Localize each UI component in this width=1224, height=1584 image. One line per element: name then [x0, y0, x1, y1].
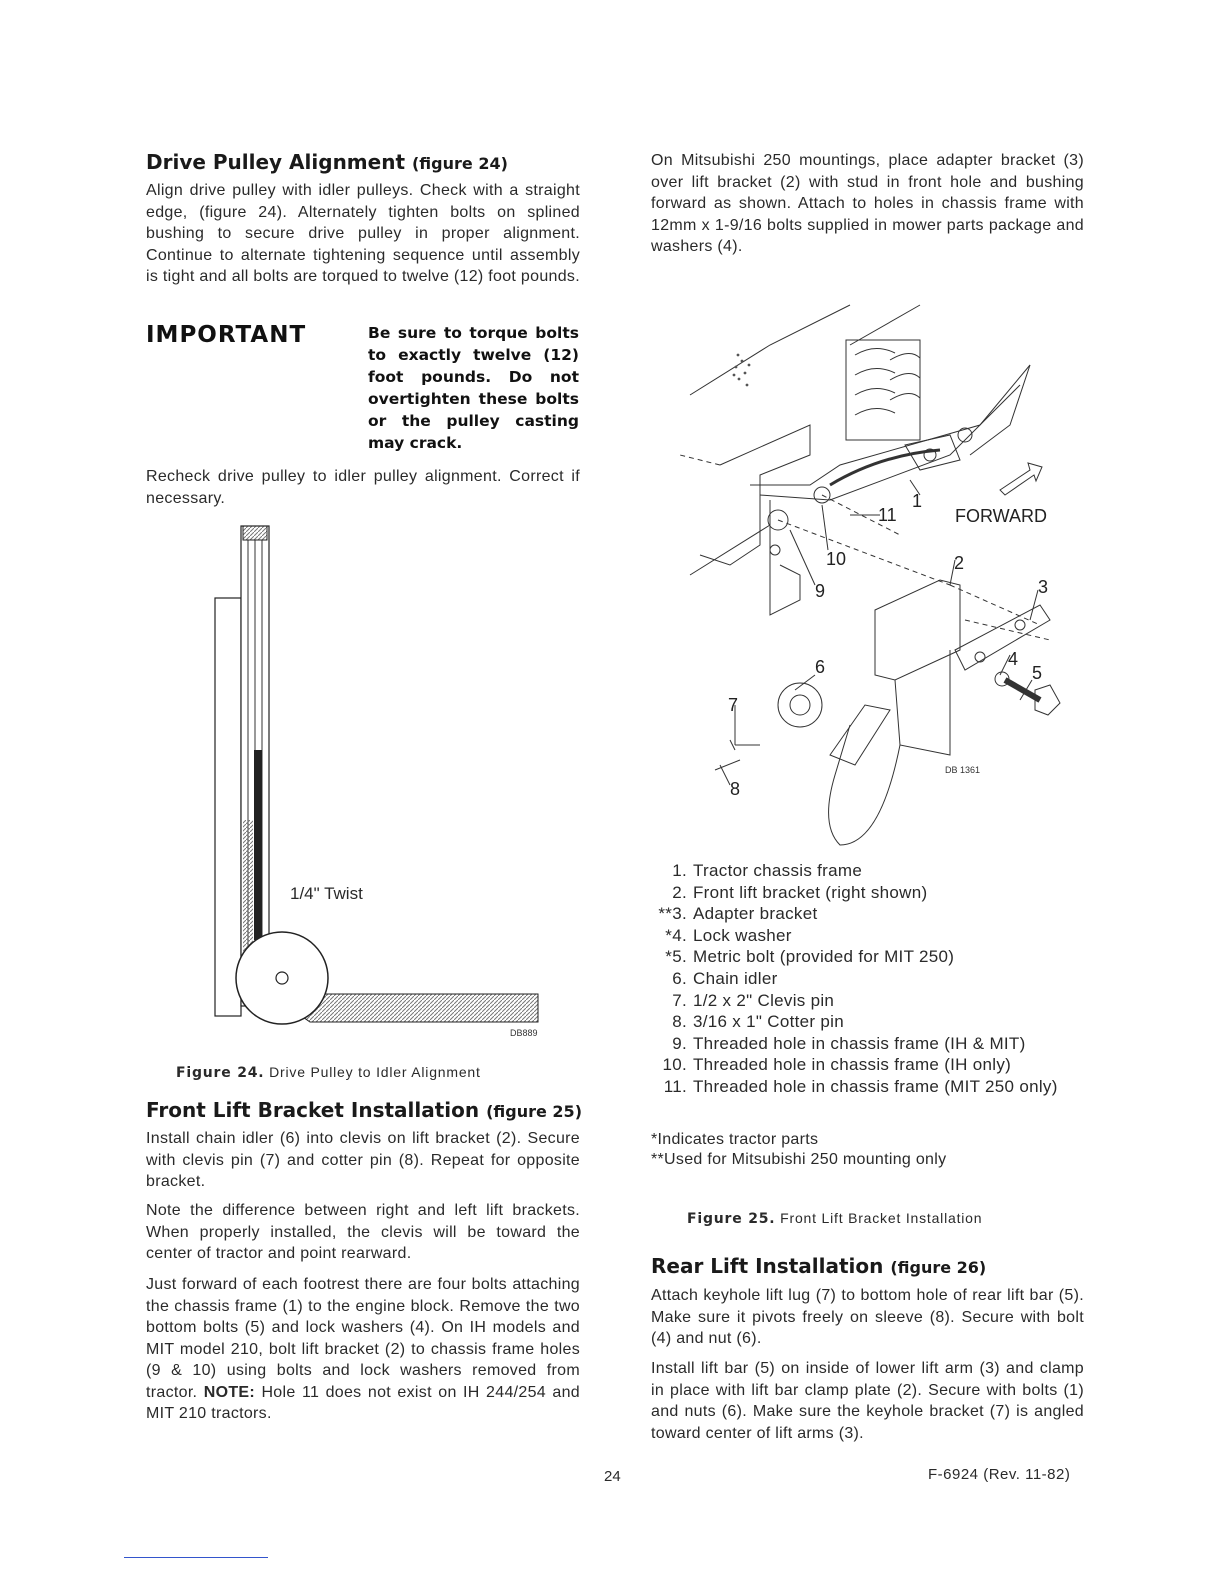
- callout-11: 11: [878, 505, 897, 525]
- figure-24-diagram: [210, 520, 550, 1050]
- important-text: Be sure to torque bolts to exactly twelve (12) foot pounds. Do not overtighten these bolts or the pulley casting may crack.: [368, 324, 579, 452]
- figure-25-code: DB 1361: [945, 765, 981, 775]
- list-item: **3. Adapter bracket: [658, 904, 818, 924]
- forward-arrow-icon: [1000, 463, 1042, 495]
- list-item: 1. Tractor chassis frame: [672, 861, 863, 880]
- chain-idler: [778, 683, 822, 727]
- parts-note-2: **Used for Mitsubishi 250 mounting only: [651, 1151, 947, 1168]
- list-item: 8. 3/16 x 1" Cotter pin: [672, 1012, 844, 1032]
- list-item: *4. Lock washer: [665, 925, 792, 945]
- front-lift-note-text: Hole 11 does not exist on IH 244/254 and MIT 210 tractors.: [146, 1383, 581, 1422]
- callout-9: 9: [815, 581, 826, 601]
- front-lift-p2: Note the difference between right and left lift brackets. When properly installed, the clevis will be toward the center of tractor and point rearward.: [146, 1202, 580, 1262]
- mitsubishi-paragraph: On Mitsubishi 250 mountings, place adapter bracket (3) over lift bracket (2) with stud in front hole and bushing forward as shown. Attach to holes in chassis frame with 12mm x 1-9/16 bolts supplied in mower parts package and washers (4).: [651, 152, 1084, 255]
- callout-7: 7: [728, 695, 739, 715]
- parts-note-1: *Indicates tractor parts: [651, 1131, 819, 1148]
- front-lift-heading-text: Front Lift Bracket Installation: [146, 1098, 480, 1122]
- front-lift-note-label: NOTE:: [203, 1383, 256, 1401]
- list-item: 10. Threaded hole in chassis frame (IH only): [662, 1055, 1012, 1075]
- recheck-paragraph: Recheck drive pulley to idler pulley alignment. Correct if necessary.: [146, 468, 580, 507]
- straight-edge: [215, 598, 241, 1016]
- figure-24-code: DB889: [510, 1028, 538, 1038]
- front-lift-heading: [146, 1098, 582, 1122]
- rear-lift-p2: Install lift bar (5) on inside of lower lift arm (3) and clamp in place with lift bar clamp plate (2). Secure with bolts (1) and nuts (6). Make sure the keyhole bracket (7) is angled toward center of lift arms (3).: [651, 1360, 1084, 1442]
- drive-pulley-heading-text: Drive Pulley Alignment: [146, 150, 406, 174]
- figure-24-caption-text: Drive Pulley to Idler Alignment: [269, 1064, 481, 1080]
- figure-25-caption-label: Figure 25.: [687, 1211, 776, 1227]
- callout-1: 1: [912, 491, 923, 511]
- list-item: 6. Chain idler: [672, 968, 778, 988]
- footer-rule: [124, 1557, 268, 1558]
- rear-lift-heading-text: Rear Lift Installation: [651, 1254, 884, 1278]
- callout-10: 10: [826, 549, 847, 569]
- grille-panel: [846, 340, 920, 440]
- front-lift-p1: Install chain idler (6) into clevis on lift bracket (2). Secure with clevis pin (7) and cotter pin (8). Repeat for opposite bracket.: [146, 1130, 580, 1190]
- callout-5: 5: [1032, 663, 1043, 683]
- twist-label: 1/4" Twist: [290, 884, 363, 903]
- rear-lift-p1: Attach keyhole lift lug (7) to bottom hole of rear lift bar (5). Make sure it pivots freely on sleeve (8). Secure with bolt (4) and nut (6).: [651, 1287, 1084, 1347]
- front-lift-p3: [146, 1274, 580, 1425]
- figure-25-diagram: [650, 285, 1080, 855]
- page-number: 24: [604, 1468, 621, 1485]
- rear-lift-heading-fig: (figure 26): [890, 1258, 987, 1277]
- important-label: IMPORTANT: [146, 322, 307, 348]
- adapter-bracket: [955, 605, 1050, 670]
- list-item: 11. Threaded hole in chassis frame (MIT 250 only): [663, 1076, 1058, 1096]
- drive-pulley-heading-fig: (figure 24): [411, 154, 508, 173]
- hole-9: [768, 510, 788, 530]
- callout-3: 3: [1038, 577, 1049, 597]
- hole-10: [770, 545, 780, 555]
- front-lift-heading-fig: (figure 25): [486, 1102, 582, 1121]
- front-lift-p3-text: Just forward of each footrest there are four bolts attaching the chassis frame (1) to the engine block. Remove the two bottom bolts (5) and lock washers (4). On IH models and MIT model 210, bolt lift bracket (2) to chassis frame holes (9 & 10) using bolts and lock washers removed from tractor.: [146, 1276, 580, 1401]
- list-item: 7. 1/2 x 2" Clevis pin: [672, 990, 835, 1010]
- callout-6: 6: [815, 657, 826, 677]
- figure-24-caption: [176, 1064, 481, 1081]
- lift-bracket: [875, 580, 960, 680]
- doc-ref: F-6924 (Rev. 11-82): [928, 1466, 1071, 1483]
- parts-list: [643, 860, 1083, 1098]
- list-item: *5. Metric bolt (provided for MIT 250): [665, 947, 955, 967]
- rear-lift-heading: [651, 1254, 986, 1278]
- callout-8: 8: [730, 779, 741, 799]
- callout-4: 4: [1008, 649, 1019, 669]
- list-item: 2. Front lift bracket (right shown): [672, 882, 928, 902]
- figure-25-caption-text: Front Lift Bracket Installation: [780, 1210, 983, 1226]
- figure-24-caption-label: Figure 24.: [176, 1065, 265, 1081]
- drive-pulley-paragraph: Align drive pulley with idler pulleys. Check with a straight edge, (figure 24). Alternately tighten bolts on splined bushing to secure drive pulley in proper alignment. Continue to alternate tightening sequence until assembly is tight and all bolts are torqued to twelve (12) foot pounds.: [146, 182, 580, 285]
- list-item: 9. Threaded hole in chassis frame (IH & MIT): [672, 1033, 1026, 1053]
- callout-2: 2: [954, 553, 965, 573]
- forward-label: FORWARD: [955, 506, 1047, 526]
- drive-pulley-heading: [146, 150, 508, 174]
- figure-25-caption: [687, 1210, 982, 1227]
